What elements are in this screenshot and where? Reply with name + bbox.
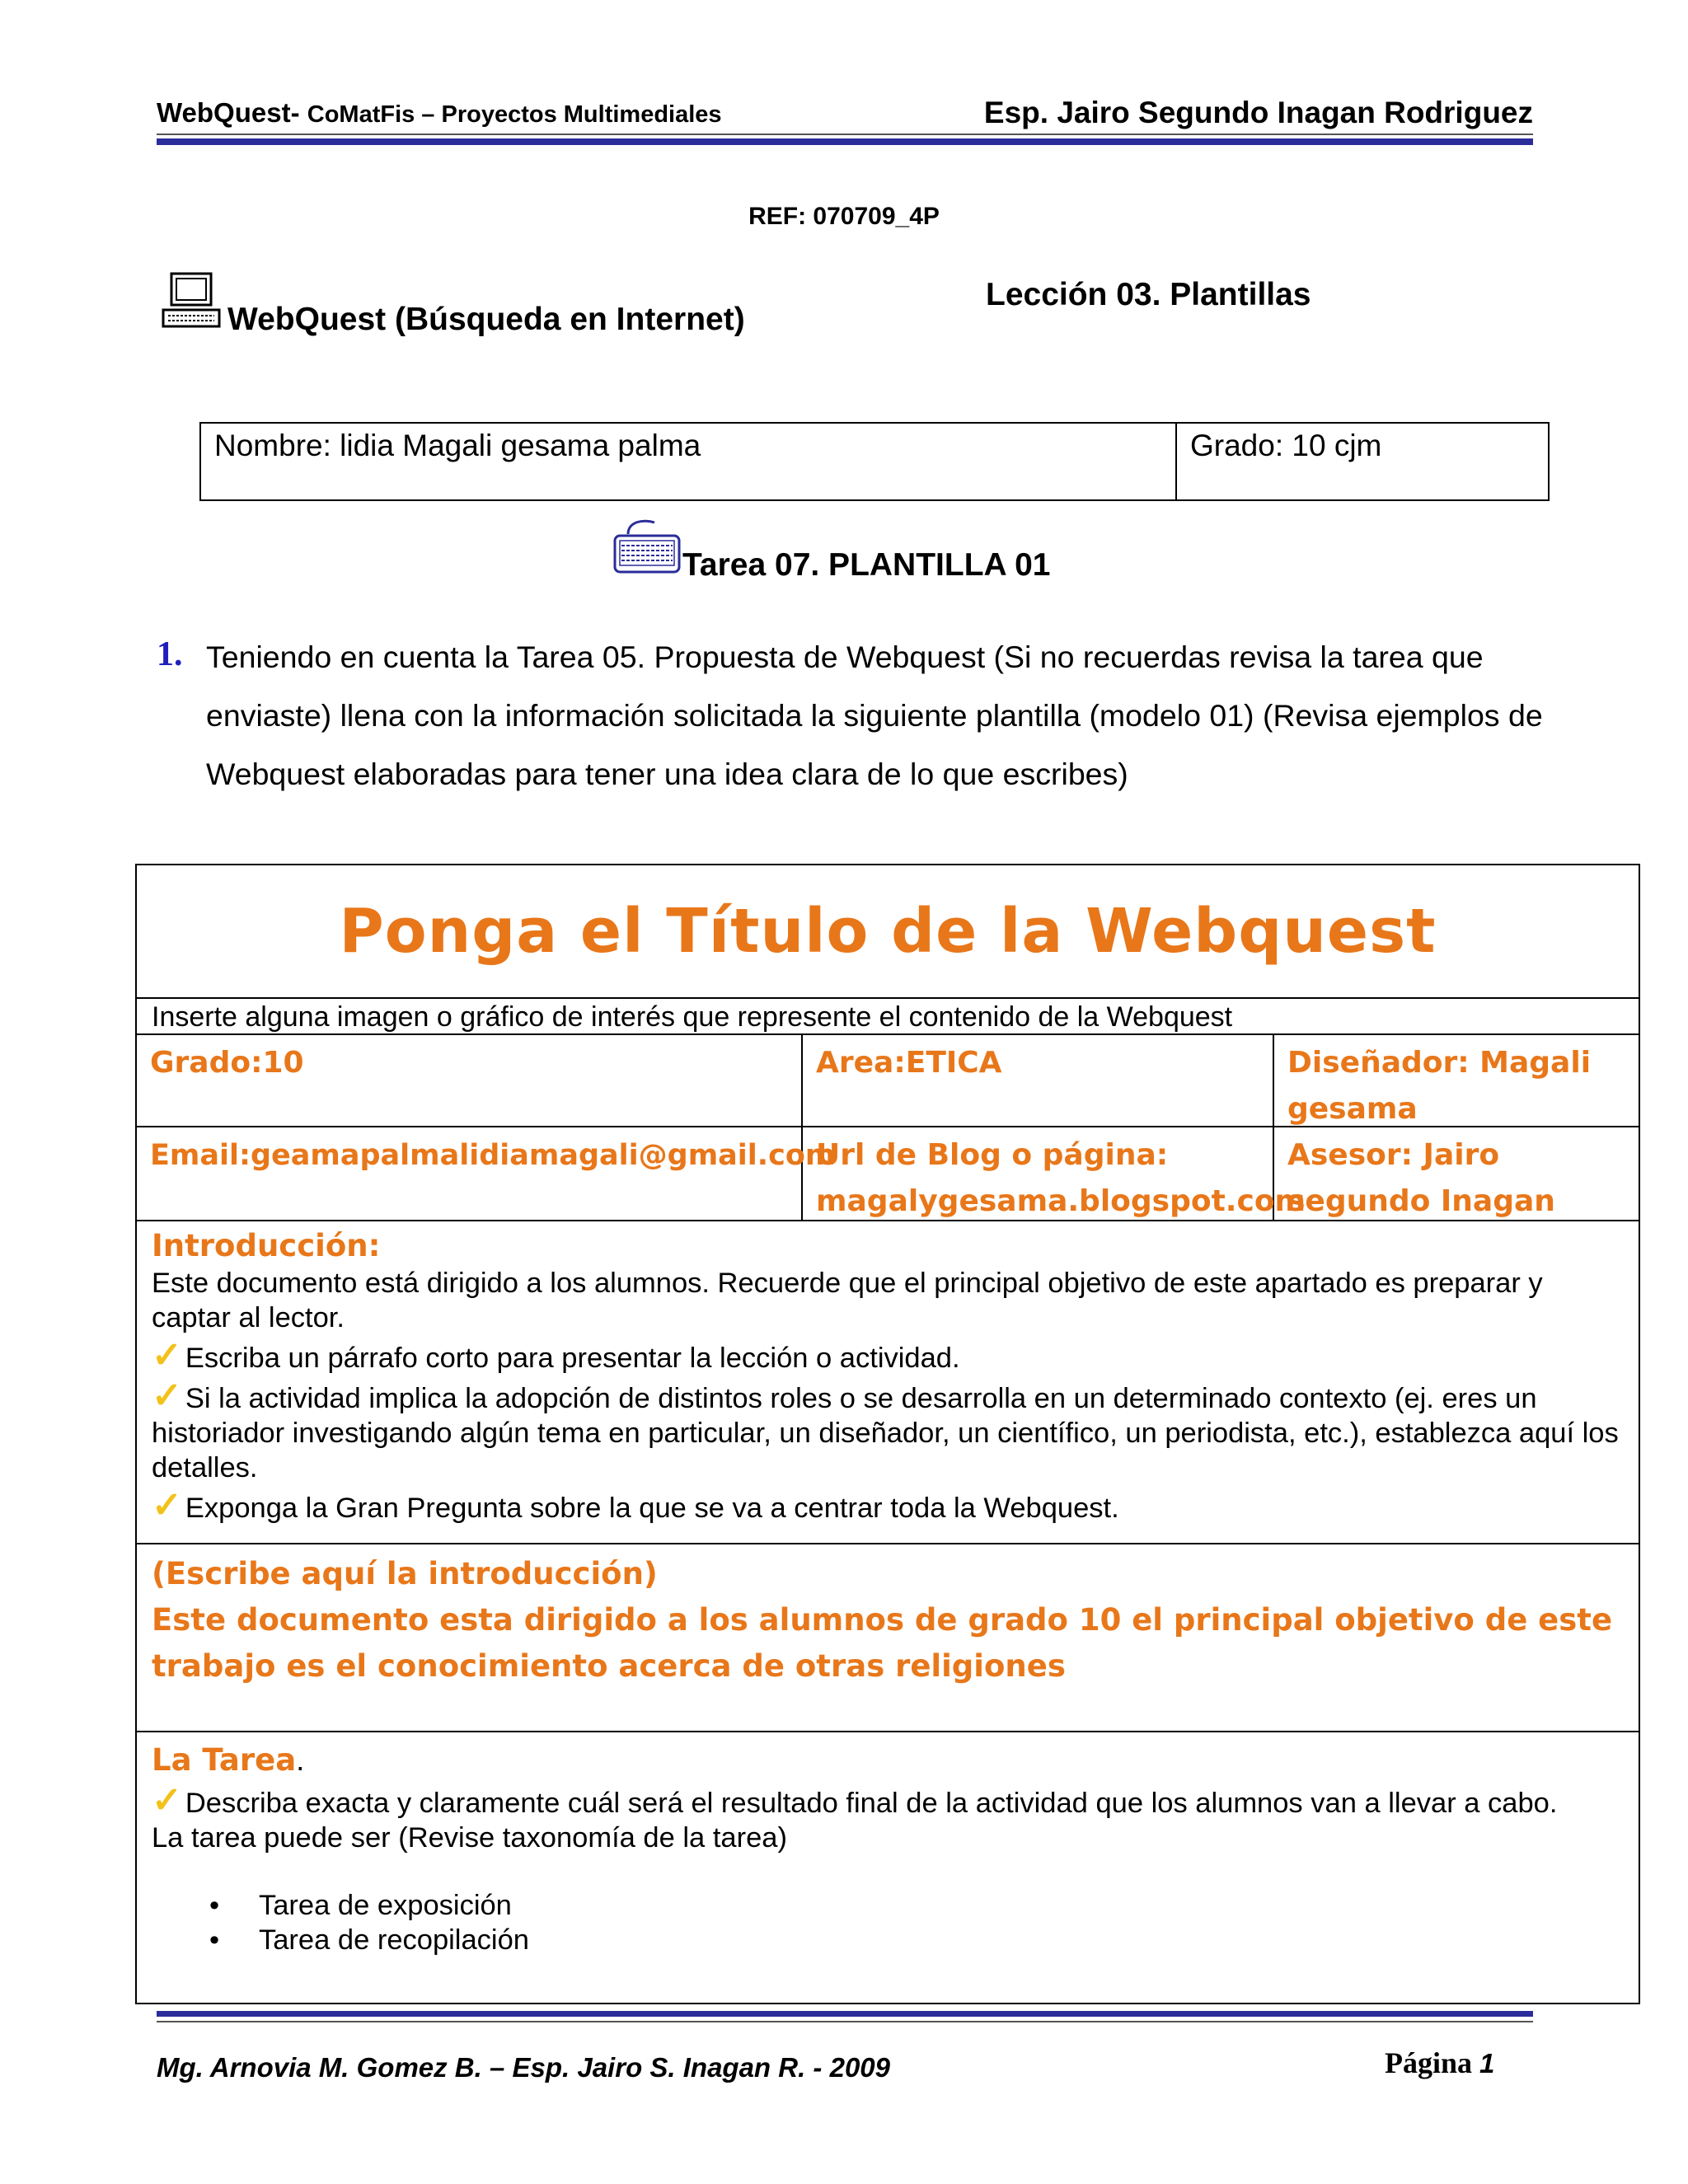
task-row bbox=[137, 1731, 1639, 2003]
student-intro-heading: (Escribe aquí la introducción) bbox=[152, 1556, 658, 1591]
student-name: Nombre: lidia Magali gesama palma bbox=[201, 424, 1177, 499]
header-author: Esp. Jairo Segundo Inagan Rodriguez bbox=[983, 96, 1533, 129]
header-left-main: WebQuest- bbox=[157, 97, 300, 128]
intro-item-text: Escriba un párrafo corto para presentar la lección o actividad. bbox=[185, 1343, 960, 1374]
page-num: 1 bbox=[1479, 2048, 1495, 2079]
task-heading bbox=[612, 516, 1050, 583]
computer-icon bbox=[162, 272, 227, 338]
task-item bbox=[152, 1780, 1624, 1821]
image-hint-row: Inserte alguna imagen o gráfico de interés que represente el contenido de la Webquest bbox=[137, 997, 1639, 1033]
reference-code: REF: 070709_4P bbox=[748, 203, 940, 230]
email-cell: Email:geamapalmalidiamagali@gmail.com bbox=[137, 1127, 803, 1220]
template-title-row bbox=[137, 865, 1639, 997]
student-info-table bbox=[199, 422, 1550, 501]
student-grade: Grado: 10 cjm bbox=[1190, 429, 1382, 462]
intro-item bbox=[152, 1485, 1624, 1526]
footer-rule-thick bbox=[157, 2011, 1533, 2017]
designer-cell: Diseñador: Magali gesama bbox=[1287, 1046, 1592, 1126]
introduction-row bbox=[137, 1220, 1639, 1543]
task-section-dot: . bbox=[296, 1743, 305, 1777]
keyboard-icon bbox=[612, 516, 682, 583]
task-type-text: La tarea puede ser (Revise taxonomía de la tarea) bbox=[152, 1822, 787, 1854]
intro-item bbox=[152, 1376, 1624, 1485]
webquest-heading bbox=[162, 272, 745, 338]
checkmark-icon: ✓ bbox=[152, 1335, 182, 1376]
checkmark-icon: ✓ bbox=[152, 1485, 182, 1526]
info-row-1 bbox=[137, 1033, 1639, 1126]
task-title: Tarea 07. PLANTILLA 01 bbox=[682, 547, 1051, 583]
footer-credits: Mg. Arnovia M. Gomez B. – Esp. Jairo S. Inagan R. - 2009 bbox=[157, 2052, 891, 2083]
info-row-2 bbox=[137, 1126, 1639, 1220]
introduction-text: Este documento está dirigido a los alumnos. Recuerde que el principal objetivo de este apartado es preparar y captar al lector. bbox=[152, 1268, 1543, 1333]
header-rule-thin bbox=[157, 134, 1533, 135]
question-number: 1. bbox=[157, 635, 183, 673]
intro-item bbox=[152, 1335, 1624, 1376]
header-rule-thick bbox=[157, 138, 1533, 145]
intro-item-text: Si la actividad implica la adopción de distintos roles o se desarrolla en un determinado contexto (ej. eres un historiador investigando algún tema en particular, un diseñador, un científico, un periodista, etc.), establezca aquí los detalles. bbox=[152, 1383, 1619, 1483]
grado-cell: Grado:10 bbox=[137, 1035, 803, 1126]
page-label: Página bbox=[1385, 2046, 1473, 2079]
advisor-cell: Asesor: Jairo segundo Inagan bbox=[1287, 1138, 1555, 1218]
checkmark-icon: ✓ bbox=[152, 1376, 182, 1416]
intro-item-text: Exponga la Gran Pregunta sobre la que se va a centrar toda la Webquest. bbox=[185, 1493, 1119, 1524]
page-number bbox=[1385, 2046, 1494, 2080]
leccion-title: Lección 03. Plantillas bbox=[986, 277, 1311, 312]
student-introduction-row bbox=[137, 1543, 1639, 1731]
question-text: Teniendo en cuenta la Tarea 05. Propuesta de Webquest (Si no recuerdas revisa la tarea que enviaste) llena con la información solicitada la siguiente plantilla (modelo 01) (Revisa ejemplos de Webquest elaboradas para tener una idea clara de lo que escribes) bbox=[206, 640, 1543, 791]
list-item: • Tarea de recopilación bbox=[209, 1923, 1624, 1957]
footer-rule-thin bbox=[157, 2021, 1533, 2022]
task-item-text: Describa exacta y claramente cuál será el resultado final de la actividad que los alumnos van a llevar a cabo. bbox=[185, 1788, 1558, 1819]
header-left-rest: CoMatFis – Proyectos Multimediales bbox=[307, 101, 722, 128]
checkmark-icon: ✓ bbox=[152, 1780, 182, 1821]
webquest-title: WebQuest (Búsqueda en Internet) bbox=[227, 302, 745, 337]
webquest-template-table bbox=[135, 864, 1640, 2004]
header-left bbox=[157, 97, 722, 129]
student-intro-text: Este documento esta dirigido a los alumnos de grado 10 el principal objetivo de este trabajo es el conocimiento acerca de otras religiones bbox=[152, 1602, 1613, 1684]
task-section-label: La Tarea bbox=[152, 1742, 297, 1778]
task-type-list bbox=[209, 1888, 1624, 1957]
task-section-heading bbox=[152, 1741, 1624, 1780]
url-cell: Url de Blog o página: magalygesama.blogspot.com bbox=[803, 1127, 1274, 1220]
area-cell: Area:ETICA bbox=[803, 1035, 1274, 1126]
template-title: Ponga el Título de la Webquest bbox=[339, 896, 1437, 967]
list-item: • Tarea de exposición bbox=[209, 1888, 1624, 1923]
introduction-heading: Introducción: bbox=[152, 1228, 381, 1263]
